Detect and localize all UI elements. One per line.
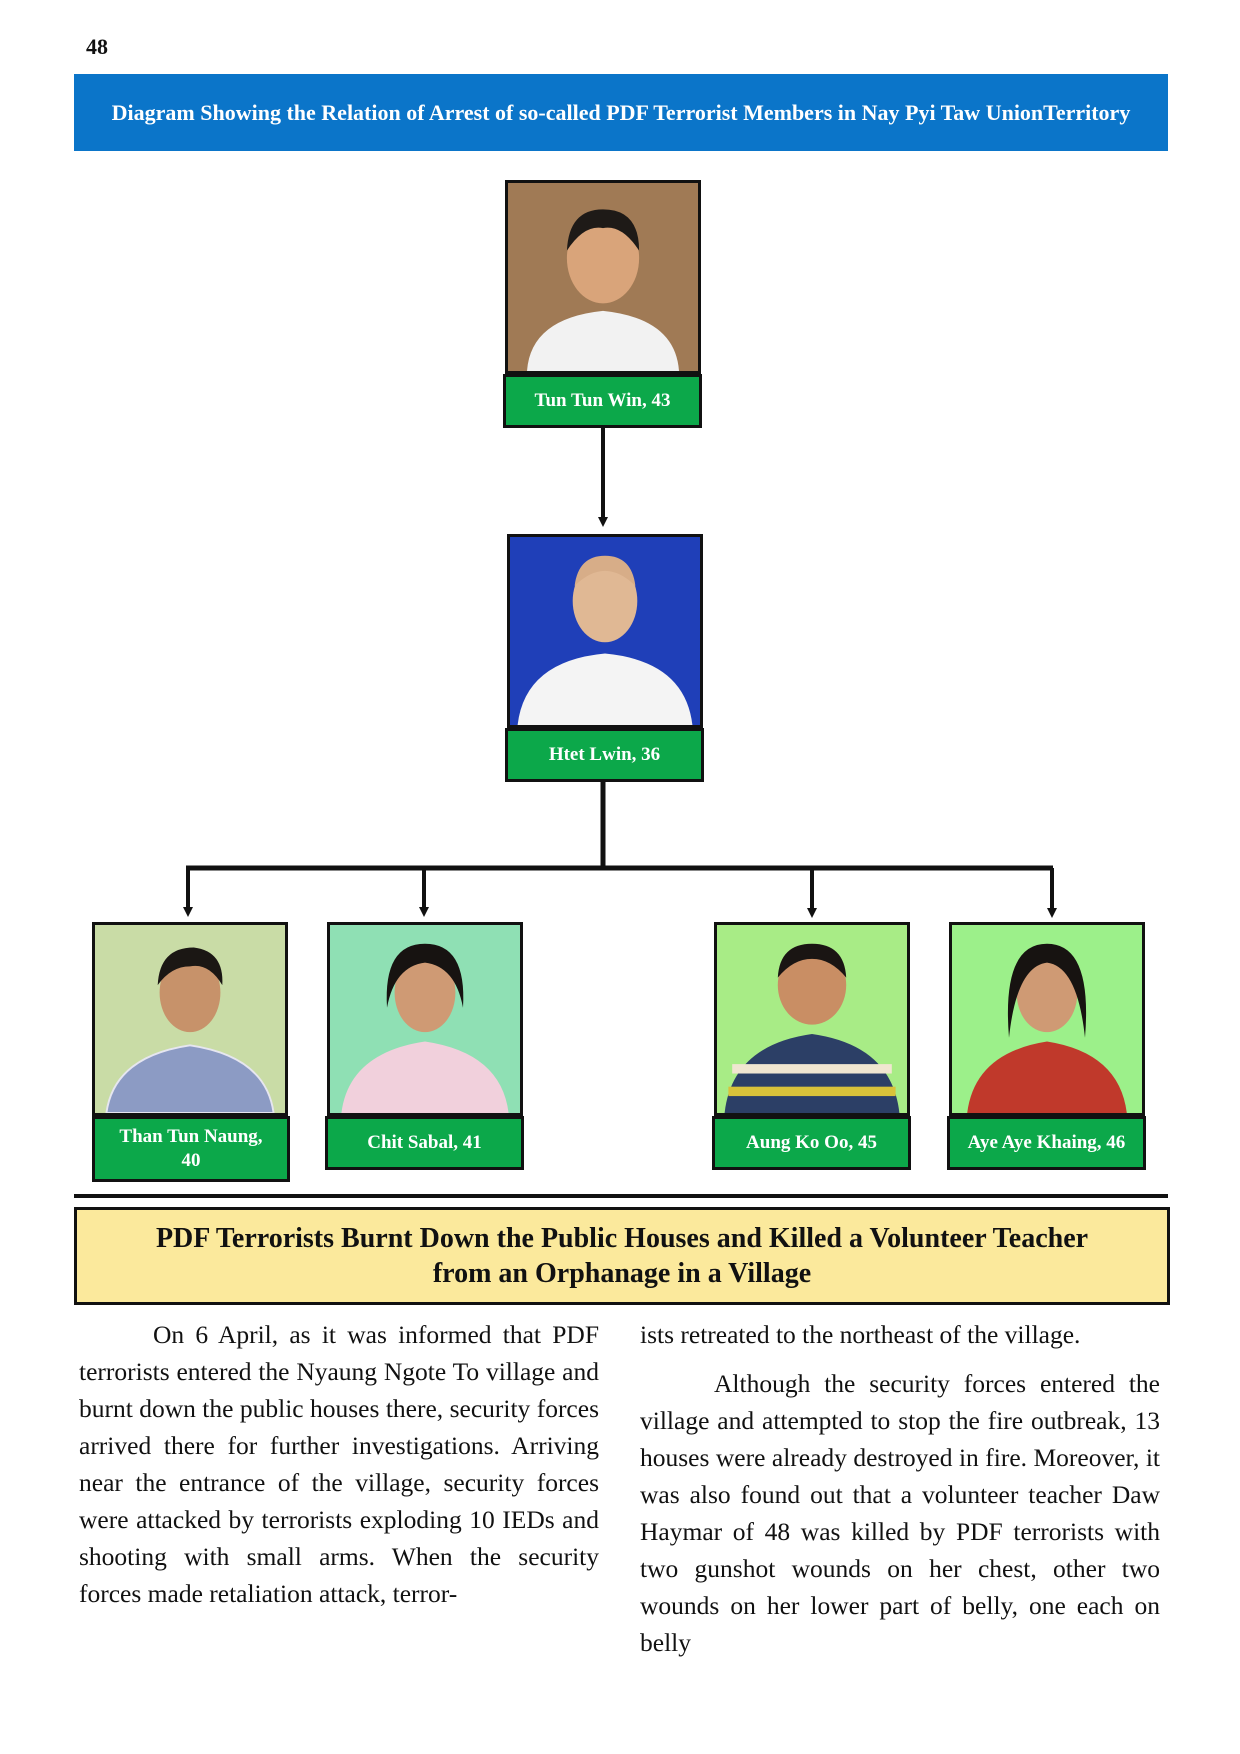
photo-aye-aye-khaing (949, 922, 1145, 1116)
label-text: Htet Lwin, 36 (548, 744, 661, 765)
photo-htet-lwin (507, 534, 703, 728)
photo-than-tun-naung (92, 922, 288, 1116)
label-text-line-2: 40 (181, 1150, 201, 1171)
article-paragraph: On 6 April, as it was informed that PDF terrorists entered the Nyaung Ngote To village and burnt down the public houses there, security forces arrived there for further investigations. Arriving near the entrance of the village, security forces were attacked by terrorists exploding 10 IEDs and shooting with small arms. When the security forces made retaliation attack, terror- (79, 1320, 599, 1608)
label-tun-tun-win (503, 374, 702, 428)
diagram-title-line-1: Diagram Showing the Relation of Arrest of so-called PDF Terrorist Members in Nay Pyi Taw Union (111, 99, 1044, 125)
article-column-right (640, 1316, 1160, 1673)
label-text: Tun Tun Win, 43 (534, 390, 671, 411)
article-title-line-2: from an Orphanage in a Village (432, 1258, 812, 1289)
photo-aung-ko-oo (714, 922, 910, 1116)
label-htet-lwin (505, 728, 704, 782)
label-aye-aye-khaing (947, 1116, 1146, 1170)
label-text: Chit Sabal, 41 (367, 1132, 482, 1153)
label-chit-sabal (325, 1116, 524, 1170)
section-divider (74, 1194, 1168, 1198)
photo-chit-sabal (327, 922, 523, 1116)
label-text: Aye Aye Khaing, 46 (967, 1132, 1126, 1153)
diagram-title-line-2: Territory (1043, 99, 1131, 125)
article-title-line-1: PDF Terrorists Burnt Down the Public Houses and Killed a Volunteer Teacher (155, 1223, 1089, 1254)
label-aung-ko-oo (712, 1116, 911, 1170)
diagram-title (74, 74, 1168, 151)
article-paragraph: ists retreated to the northeast of the village. (640, 1320, 1081, 1349)
page-number: 48 (86, 34, 108, 59)
label-text-line-1: Than Tun Naung, (119, 1126, 263, 1147)
article-paragraph: Although the security forces entered the village and attempted to stop the fire outbreak, 13 houses were already destroyed in fire. Moreover, it was also found out that a volunteer teacher Daw Haymar of 48 was killed by PDF terrorists with two gunshot wounds on her chest, other two wounds on her lower part of belly, one each on belly (640, 1369, 1160, 1657)
label-than-tun-naung (92, 1116, 290, 1182)
article-column-left (79, 1316, 599, 1624)
article-title (74, 1207, 1170, 1305)
label-text: Aung Ko Oo, 45 (746, 1132, 877, 1153)
photo-tun-tun-win (505, 180, 701, 374)
